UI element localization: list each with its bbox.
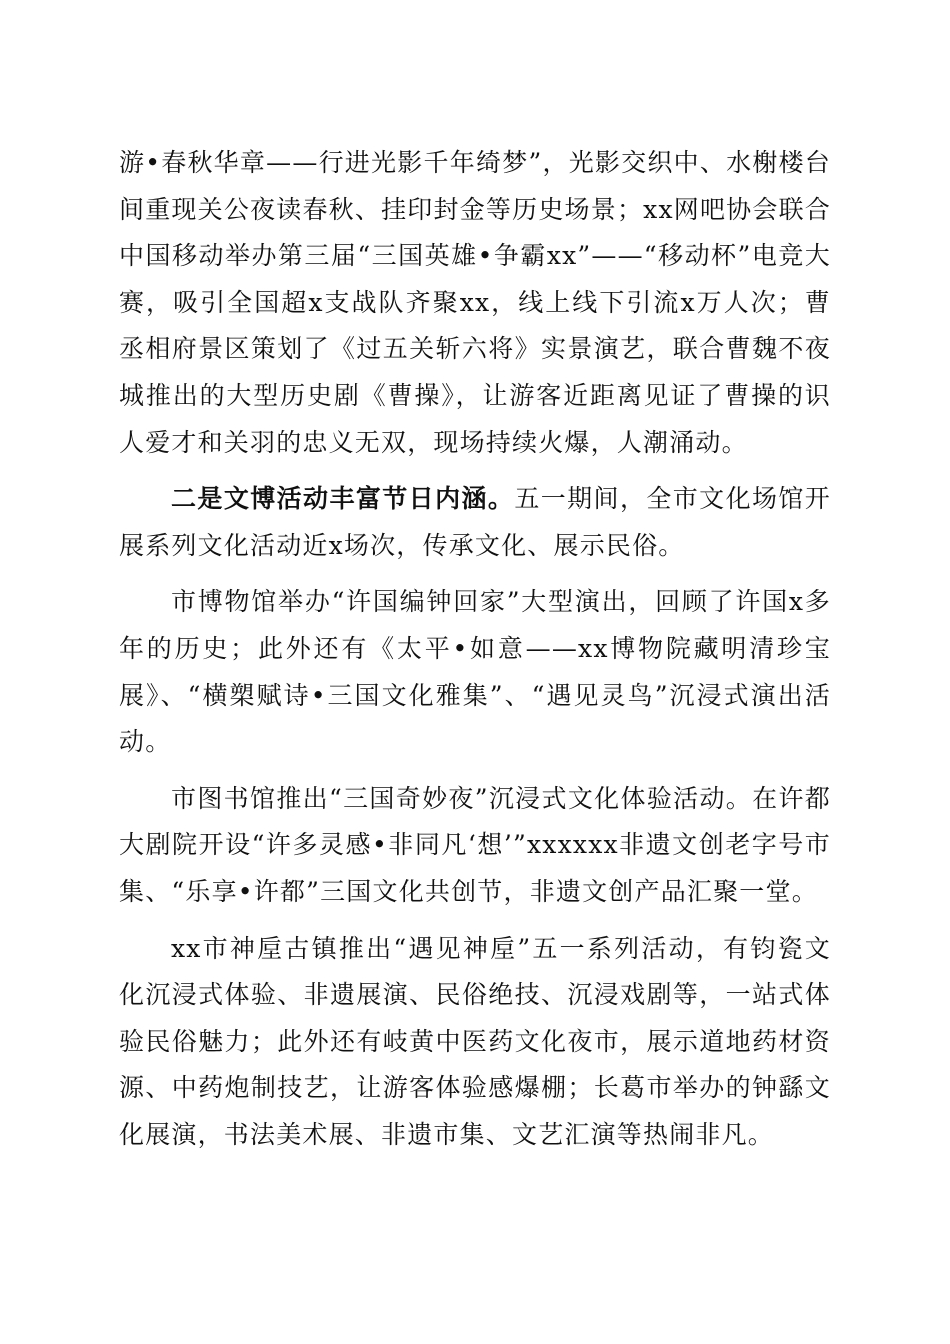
paragraph-gap xyxy=(119,916,831,926)
paragraph-text: 市博物馆举办“许国编钟回家”大型演出，回顾了许国x多年的历史；此外还有《太平•如意——xx博物院藏明清珍宝展》、“横槊赋诗•三国文化雅集”、“遇见灵鸟”沉浸式演出活动。 xyxy=(119,587,831,757)
paragraph-gap xyxy=(119,766,831,776)
paragraph-museum xyxy=(119,579,831,765)
paragraph-text: 市图书馆推出“三国奇妙夜”沉浸式文化体验活动。在许都大剧院开设“许多灵感•非同凡‘想’”xxxxxx非遗文创老字号市集、“乐享•许都”三国文化共创节，非遗文创产品汇聚一堂。 xyxy=(119,783,831,906)
paragraph-text: 五一期间，全市文化场馆开展系列文化活动近x场次，传承文化、展示民俗。 xyxy=(119,484,831,560)
paragraph-continuation xyxy=(119,140,831,466)
paragraph-text: xx市神垕古镇推出“遇见神垕”五一系列活动，有钧瓷文化沉浸式体验、非遗展演、民俗绝技、沉浸戏剧等，一站式体验民俗魅力；此外还有岐黄中医药文化夜市，展示道地药材资源、中药炮制技艺，让游客体验感爆棚；长葛市举办的钟繇文化展演，书法美术展、非遗市集、文艺汇演等热闹非凡。 xyxy=(119,933,831,1149)
paragraph-library xyxy=(119,776,831,916)
paragraph-lead-heading: 二是文博活动丰富节日内涵。 xyxy=(171,484,515,514)
paragraph-cultural-activities xyxy=(119,476,831,569)
paragraph-text: 游•春秋华章——行进光影千年绮梦”，光影交织中、水榭楼台间重现关公夜读春秋、挂印封金等历史场景；xx网吧协会联合中国移动举办第三届“三国英雄•争霸xx”——“移动杯”电竞大赛，吸引全国超x支战队齐聚xx，线上线下引流x万人次；曹丞相府景区策划了《过五关斩六将》实景演艺，联合曹魏不夜城推出的大型历史剧《曹操》，让游客近距离见证了曹操的识人爱才和关羽的忠义无双，现场持续火爆，人潮涌动。 xyxy=(119,148,831,457)
paragraph-gap xyxy=(119,569,831,579)
paragraph-ancient-town xyxy=(119,926,831,1159)
document-body xyxy=(119,140,831,1158)
paragraph-gap xyxy=(119,466,831,476)
